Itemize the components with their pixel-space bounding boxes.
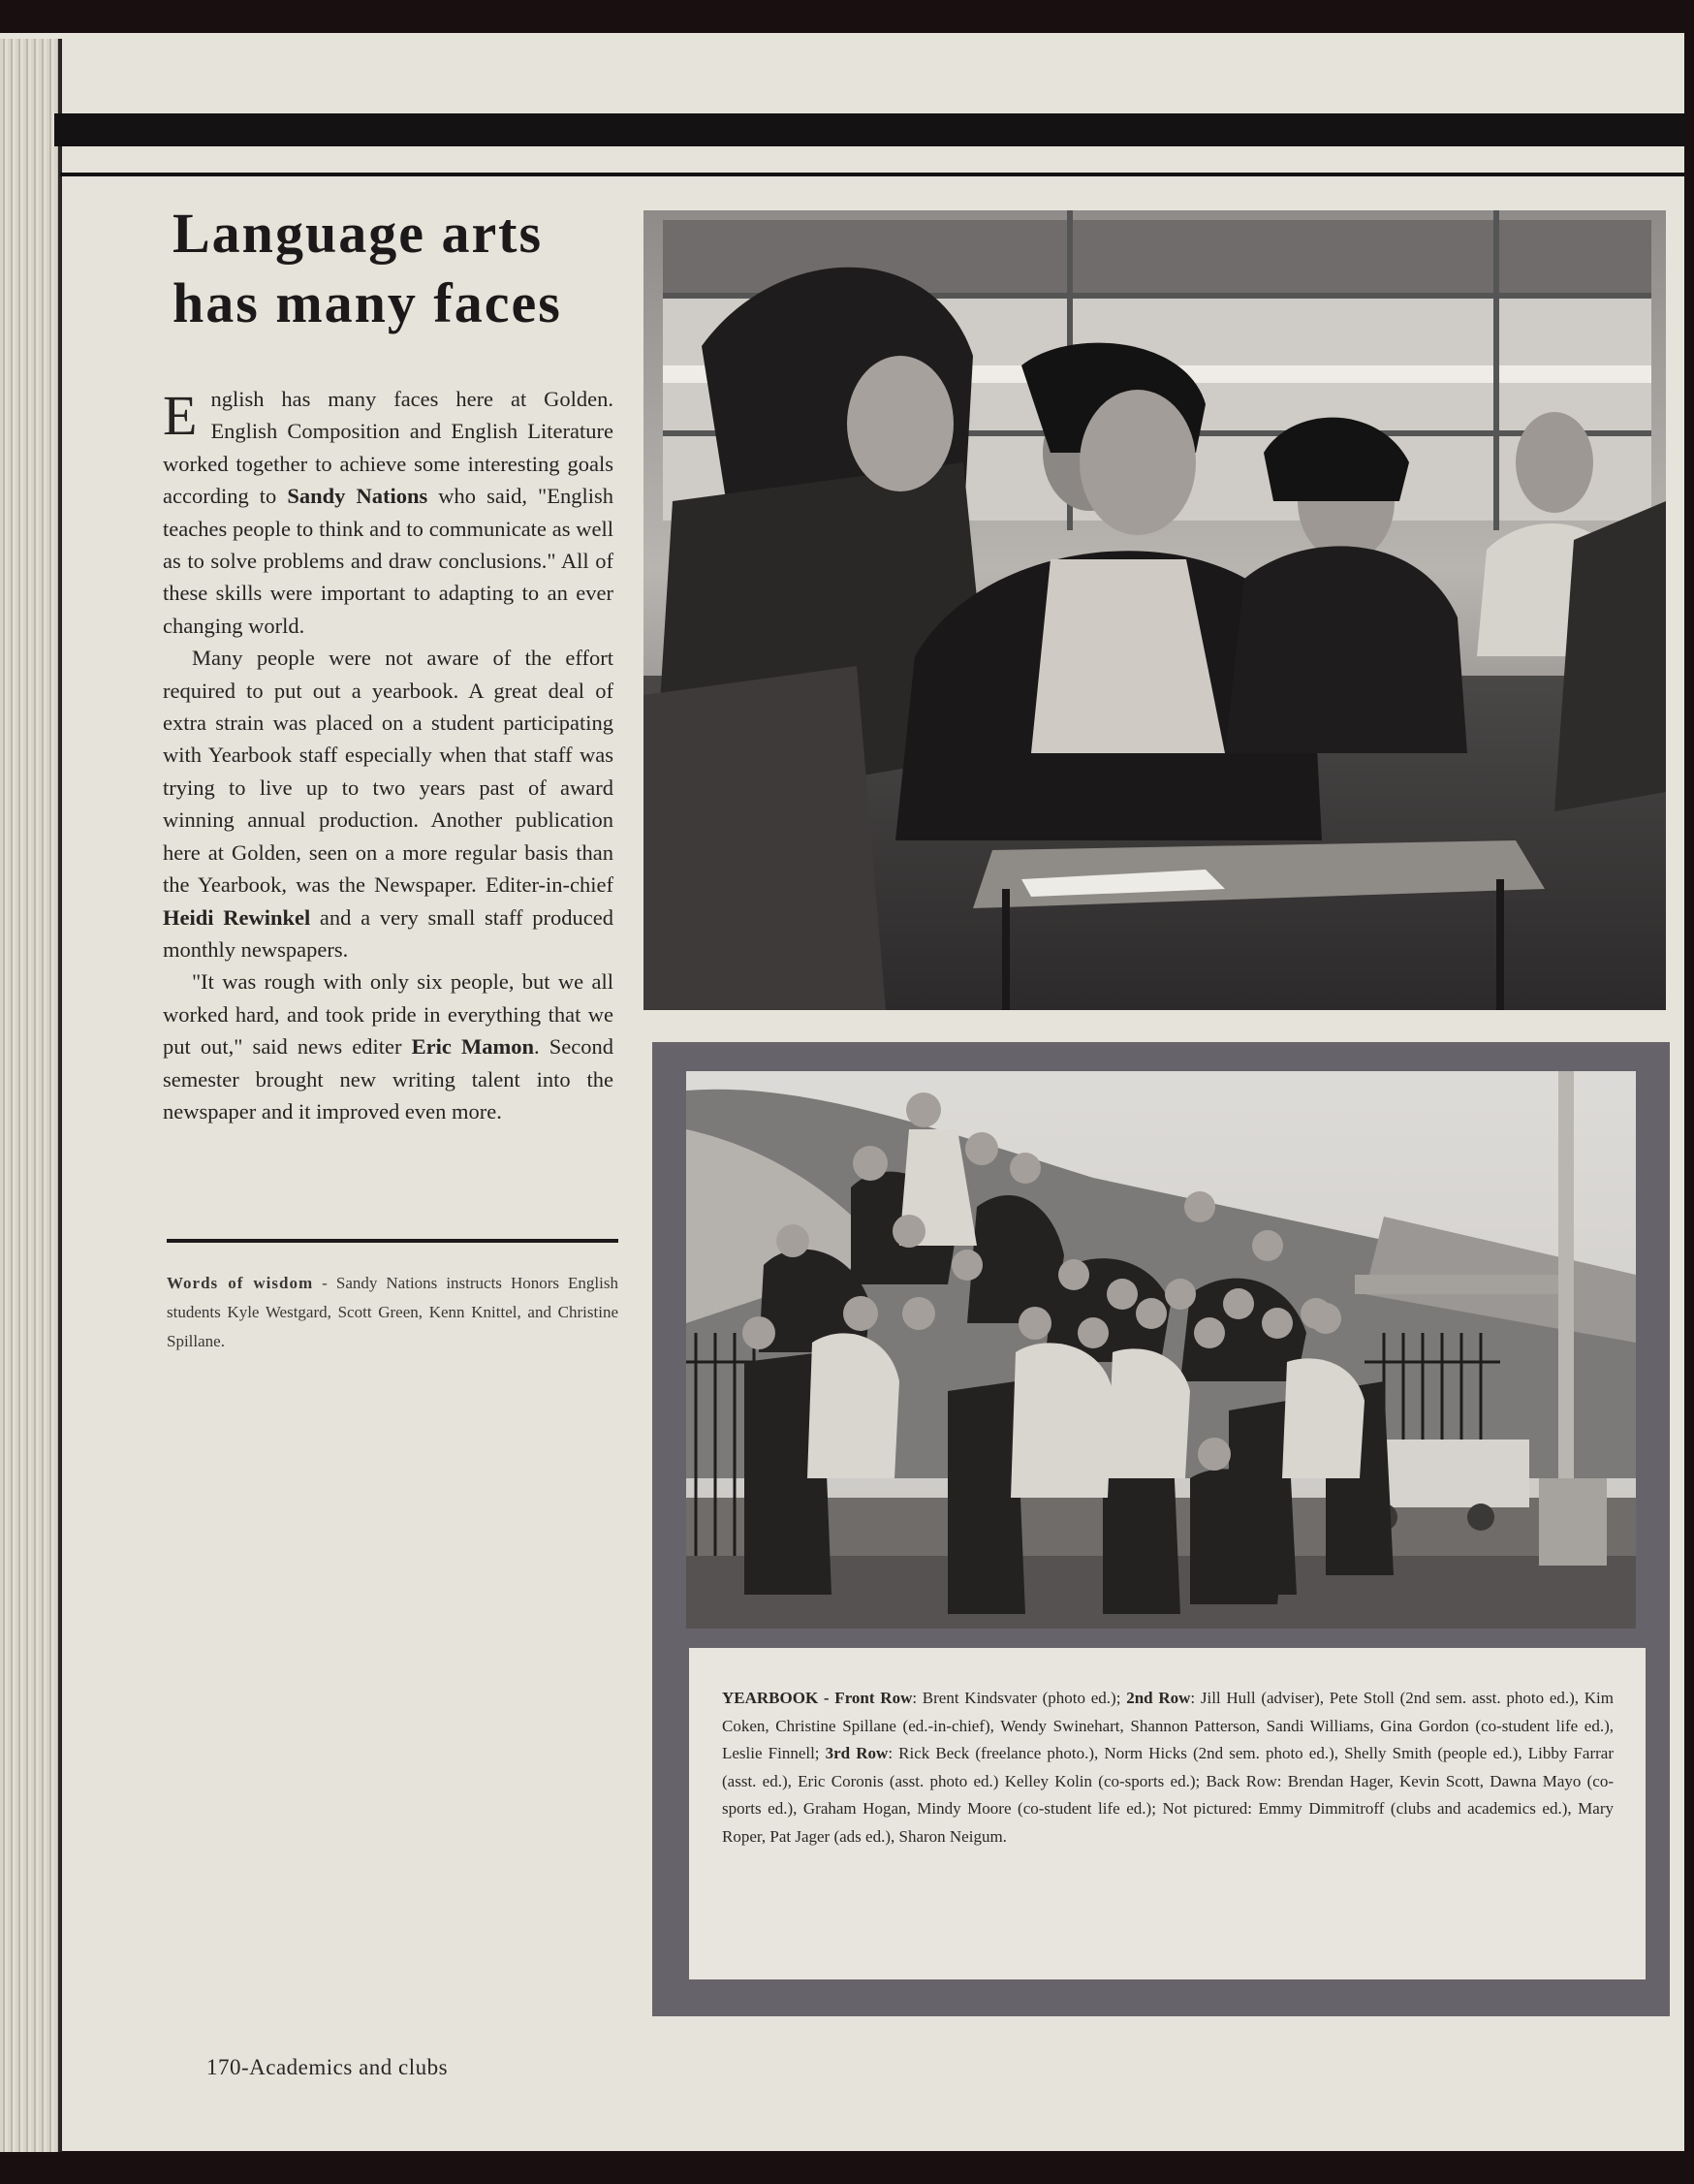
staff-caption-label: YEARBOOK - Front Row	[722, 1689, 913, 1707]
paragraph-3-name: Eric Mamon	[411, 1034, 534, 1060]
paragraph-2-name: Heidi Rewinkel	[163, 904, 311, 930]
caption-rule	[167, 1239, 618, 1243]
staff-caption-row2-label: 2nd Row	[1126, 1689, 1191, 1707]
staff-caption-row3: : Rick Beck (freelance photo.), Norm Hicks (2nd sem. photo ed.), Shelly Smith (people ed.), Libby Farrar (asst. ed.), Eric Coronis (asst. photo ed.) Kelley Kolin (co-sports ed.); Back Row: Brendan Hager, Kevin Scott, Dawna Mayo (co- sports ed.), Graham Hogan, Mindy Moore (co-student life ed.); Not pictured: Emmy Dimmitroff (clubs and academics ed.), Mary Roper, Pat Jager (ads ed.), Sharon Neigum.	[722, 1744, 1614, 1846]
yearbook-staff-photo-image	[686, 1071, 1636, 1629]
staff-caption	[722, 1685, 1614, 1851]
paragraph-2-text-a: Many people were not aware of the effort required to put out a yearbook. A great deal of extra strain was placed on a student participating with Yearbook staff especially when that staff was trying to live up to two years past of award winning annual production. Another publication here at Golden, seen on a more regular basis than the Yearbook, was the Newspaper. Editer-in-chief	[163, 646, 613, 898]
staff-caption-row2: : Jill Hull (adviser), Pete Stoll (2nd sem. asst. photo ed.), Kim Coken, Christine Spillane (ed.-in-chief), Wendy Swinehart, Shannon Patterson, Sandi Williams, Gina Gordon (co-student life ed.), Leslie Finnell;	[722, 1689, 1614, 1762]
article-body	[163, 383, 613, 1127]
yearbook-staff-photo	[686, 1071, 1636, 1629]
paragraph-1-name: Sandy Nations	[287, 484, 428, 509]
paragraph-1-text-a: nglish has many faces here at Golden. English Composition and English Literature worked together to achieve some interesting goals according to	[163, 387, 613, 509]
book-page-edges	[0, 39, 58, 2152]
classroom-photo	[643, 210, 1666, 1010]
paragraph-2-text-b: and a very small staff produced monthly newspapers.	[163, 904, 613, 962]
caption-1-title: Words of wisdom	[167, 1274, 314, 1292]
paragraph-3-text-b: . Second semester brought new writing talent into the newspaper and it improved even more.	[163, 1034, 613, 1124]
drop-cap: E	[163, 384, 198, 447]
header-bar	[54, 113, 1686, 146]
header-rule	[60, 173, 1686, 176]
caption-1-text: - Sandy Nations instructs Honors English students Kyle Westgard, Scott Green, Kenn Knittel, and Christine Spillane.	[167, 1274, 618, 1350]
page-folio: 170-Academics and clubs	[206, 2055, 449, 2079]
paragraph-1	[163, 383, 613, 642]
staff-caption-row3-label: 3rd Row	[825, 1744, 889, 1762]
staff-caption-front-row: : Brent Kindsvater (photo ed.);	[912, 1689, 1127, 1707]
paragraph-3-text-a: "It was rough with only six people, but we all worked hard, and took pride in everything that we put out," said news editer	[163, 969, 613, 1060]
paragraph-1-text-b: who said, "English teaches people to think and to communicate as well as to solve problems and draw conclusions." All of these skills were important to adapting to an ever changing world.	[163, 484, 613, 638]
classroom-photo-image	[643, 210, 1666, 1010]
article-headline: Language arts has many faces	[173, 202, 562, 334]
paragraph-3	[163, 965, 613, 1127]
paragraph-2	[163, 642, 613, 965]
photo-1-caption	[167, 1269, 618, 1356]
